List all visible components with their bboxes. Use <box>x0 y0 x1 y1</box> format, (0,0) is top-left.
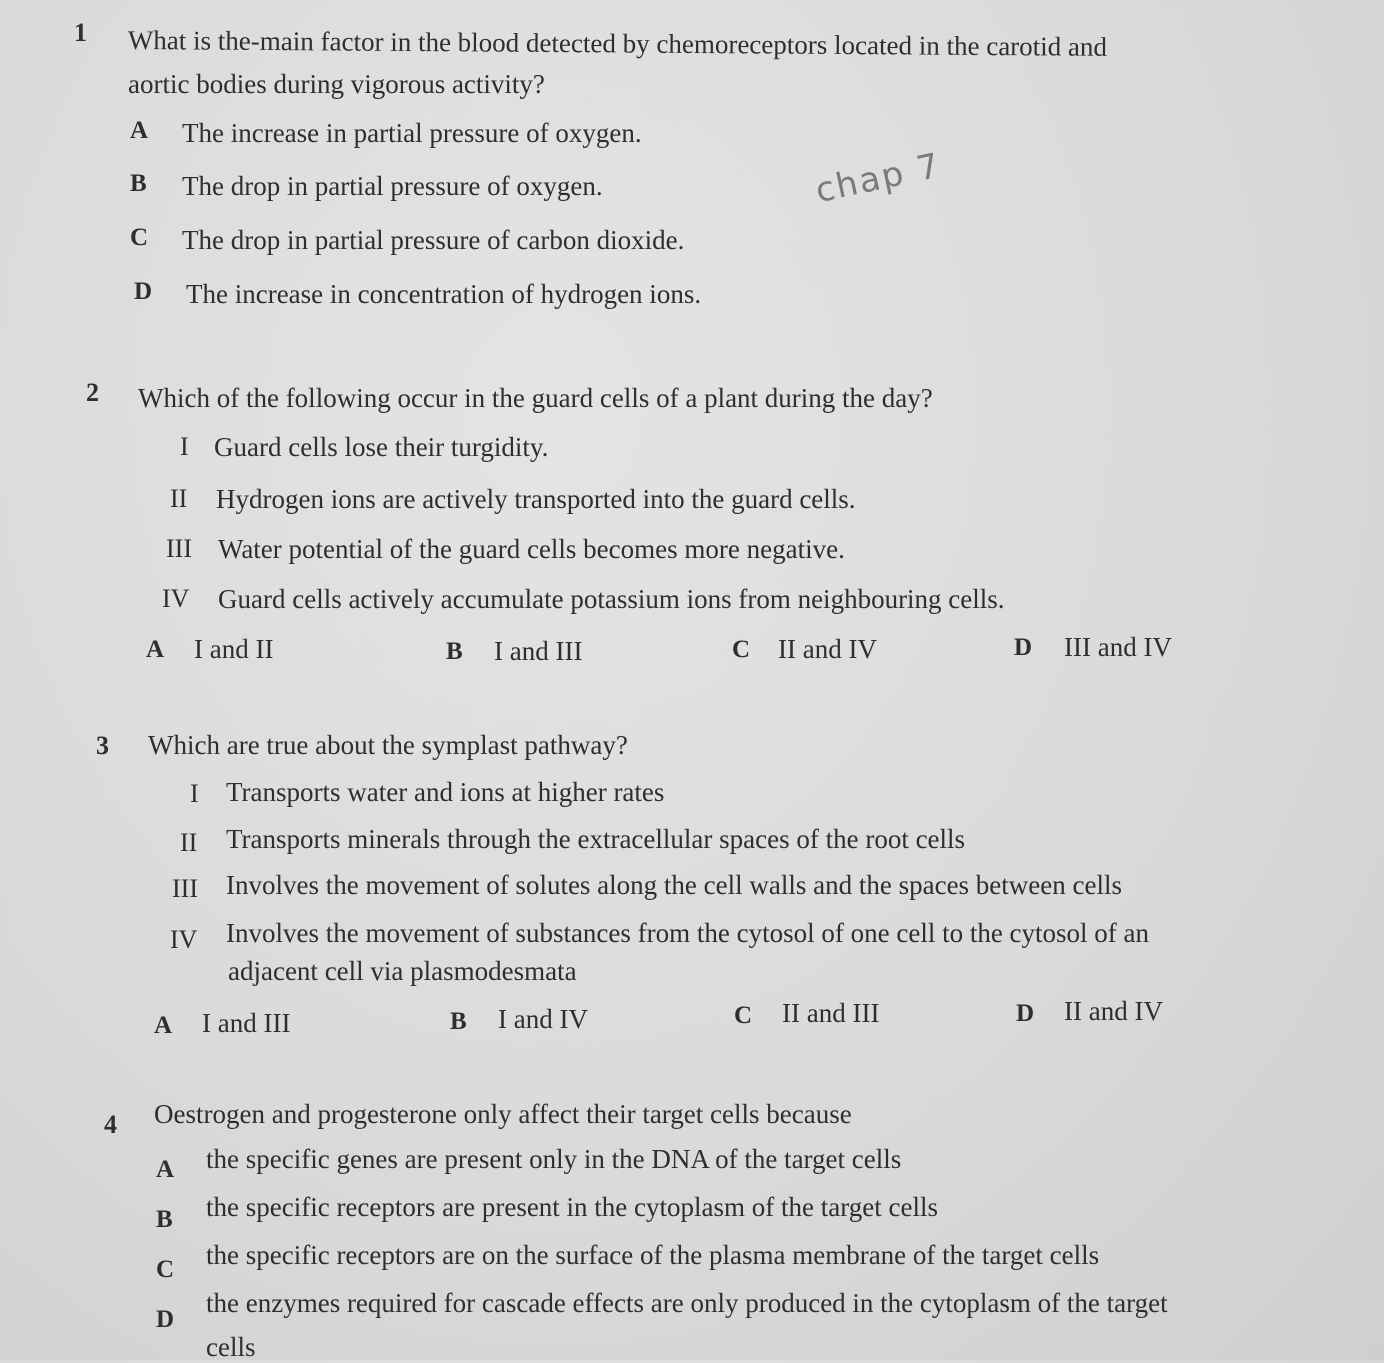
option-letter: C <box>734 1002 753 1029</box>
option-letter: D <box>1014 634 1033 661</box>
option-text: III and IV <box>1064 632 1172 662</box>
option-letter: A <box>154 1012 173 1039</box>
option-letter: A <box>130 117 149 144</box>
option-text: The increase in concentration of hydrogen ions. <box>186 279 702 309</box>
question-number: 1 <box>74 18 87 47</box>
statement-text: Transports water and ions at higher rates <box>226 777 665 807</box>
statement-numeral: III <box>166 534 192 563</box>
option-text: I and III <box>202 1008 291 1038</box>
question-stem: Oestrogen and progesterone only affect their target cells because <box>154 1099 852 1129</box>
handwritten-note: chap 7 <box>812 145 945 212</box>
option-text: I and II <box>194 634 274 664</box>
question-number: 3 <box>96 731 109 760</box>
question-stem: Which of the following occur in the guard cells of a plant during the day? <box>138 383 933 413</box>
statement-text: Involves the movement of solutes along the cell walls and the spaces between cells <box>226 870 1122 900</box>
option-letter: B <box>446 638 463 665</box>
option-letter: A <box>156 1156 175 1183</box>
option-text: I and IV <box>498 1004 588 1034</box>
option-text-cont: cells <box>206 1332 256 1362</box>
option-letter: A <box>146 636 165 663</box>
question-number: 2 <box>86 378 99 407</box>
option-text: the specific receptors are present in the cytoplasm of the target cells <box>206 1192 938 1222</box>
statement-numeral: III <box>172 874 198 903</box>
option-letter: C <box>156 1256 175 1283</box>
statement-text: Involves the movement of substances from the cytosol of one cell to the cytosol of an <box>226 918 1150 948</box>
statement-numeral: II <box>170 484 188 513</box>
statement-text-cont: adjacent cell via plasmodesmata <box>228 956 577 986</box>
option-text: the specific receptors are on the surface of the plasma membrane of the target cells <box>206 1240 1100 1270</box>
option-letter: C <box>130 224 149 251</box>
option-text: The drop in partial pressure of oxygen. <box>182 171 603 201</box>
option-letter: B <box>450 1008 467 1035</box>
option-letter: D <box>156 1306 175 1333</box>
option-letter: C <box>732 636 751 663</box>
statement-numeral: I <box>190 779 199 808</box>
statement-text: Water potential of the guard cells becomes more negative. <box>218 534 845 564</box>
statement-numeral: I <box>180 432 189 461</box>
statement-numeral: IV <box>170 925 198 954</box>
option-text: the enzymes required for cascade effects are only produced in the cytoplasm of the target <box>206 1288 1168 1318</box>
question-stem: What is the-main factor in the blood detected by chemoreceptors located in the carotid and <box>127 24 1108 62</box>
option-letter: B <box>156 1206 173 1233</box>
statement-text: Hydrogen ions are actively transported into the guard cells. <box>216 484 856 514</box>
option-letter: D <box>1016 1000 1035 1027</box>
option-text: The drop in partial pressure of carbon dioxide. <box>182 225 685 255</box>
option-text: the specific genes are present only in the DNA of the target cells <box>206 1144 902 1174</box>
question-stem-cont: aortic bodies during vigorous activity? <box>128 69 545 99</box>
option-text: II and IV <box>1064 996 1163 1026</box>
option-text: II and III <box>782 998 880 1028</box>
question-stem: Which are true about the symplast pathway? <box>148 730 628 760</box>
statement-text: Guard cells actively accumulate potassium ions from neighbouring cells. <box>218 584 1005 614</box>
statement-text: Transports minerals through the extracellular spaces of the root cells <box>226 824 966 854</box>
option-letter: D <box>134 278 153 305</box>
statement-numeral: IV <box>162 584 190 613</box>
question-number: 4 <box>104 1110 117 1139</box>
option-text: II and IV <box>778 634 877 664</box>
option-letter: B <box>130 170 147 197</box>
statement-numeral: II <box>180 828 198 857</box>
option-text: I and III <box>494 636 583 666</box>
statement-text: Guard cells lose their turgidity. <box>214 432 549 462</box>
option-text: The increase in partial pressure of oxygen. <box>182 118 642 148</box>
